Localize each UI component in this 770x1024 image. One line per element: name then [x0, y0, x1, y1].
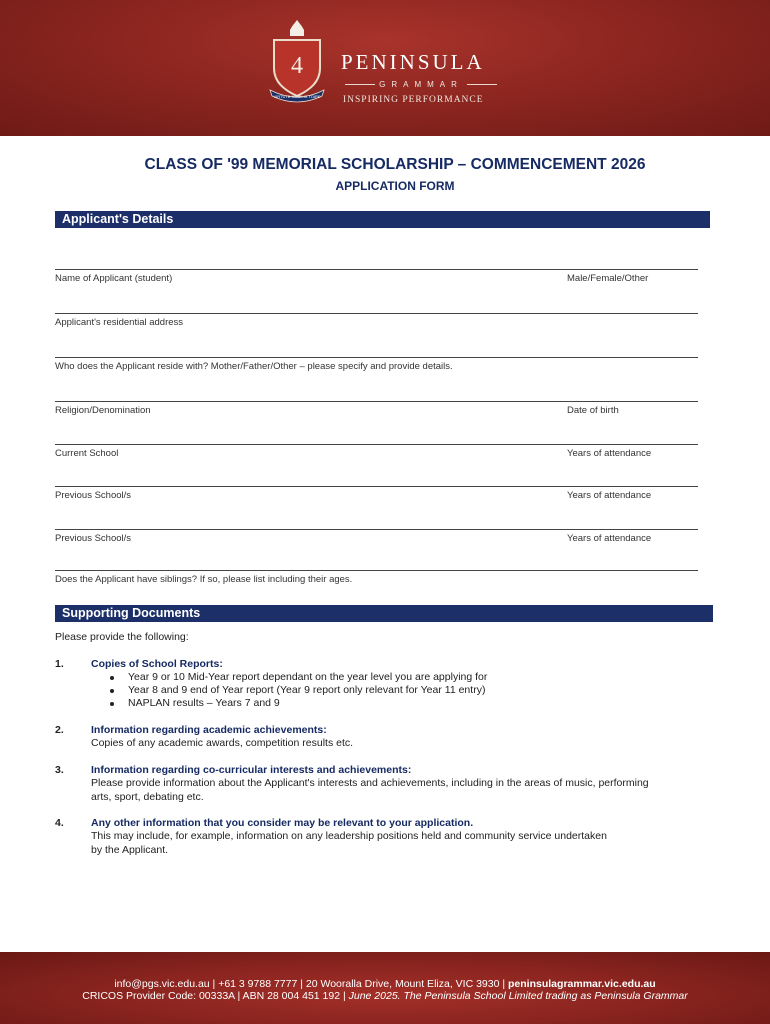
brand-name: PENINSULA [341, 50, 485, 74]
religion-label: Religion/Denomination [55, 405, 151, 416]
previous-school-label-1: Previous School/s [55, 490, 132, 501]
footer-date-note: June 2025. The Peninsula School Limited trading as Peninsula Grammar [348, 990, 688, 1002]
bullet-dot [110, 689, 114, 693]
item-heading: Any other information that you consider may be relevant to your application. [91, 817, 474, 829]
page-title: CLASS OF '99 MEMORIAL SCHOLARSHIP – COMMENCEMENT 2026 [144, 156, 646, 173]
item-text: by the Applicant. [91, 844, 169, 856]
footer-website-link[interactable]: peninsulagrammar.vic.edu.au [508, 978, 656, 990]
current-school-label: Current School [55, 448, 119, 459]
item-heading: Copies of School Reports: [91, 658, 223, 670]
supporting-documents-heading: Supporting Documents [55, 605, 713, 622]
reside-with-label: Who does the Applicant reside with? Mother/Father/Other – please specify and provide details. [55, 361, 453, 372]
brand-tagline: INSPIRING PERFORMANCE [343, 95, 484, 105]
item-text: This may include, for example, information on any leadership positions held and community service undertaken [91, 830, 607, 842]
header-banner [0, 0, 770, 136]
name-label: Name of Applicant (student) [55, 273, 173, 284]
item-number: 1. [55, 658, 64, 670]
dob-label: Date of birth [567, 405, 619, 416]
applicant-details-heading: Applicant's Details [55, 211, 710, 228]
footer-cricos-line [0, 990, 770, 1002]
item-number: 2. [55, 724, 64, 736]
item-heading: Information regarding co-curricular interests and achievements: [91, 764, 412, 776]
bullet-text: Year 9 or 10 Mid-Year report dependant on the year level you are applying for [128, 671, 488, 683]
bullet-dot [110, 702, 114, 706]
years-attendance-label-2: Years of attendance [567, 490, 652, 501]
item-text: Copies of any academic awards, competition results etc. [91, 737, 354, 749]
bullet-text: NAPLAN results – Years 7 and 9 [128, 697, 280, 709]
reside-with-field-line[interactable] [55, 357, 698, 358]
item-number: 3. [55, 764, 64, 776]
school-crest-logo [266, 18, 328, 104]
years-attendance-label-3: Years of attendance [567, 533, 652, 544]
bullet-dot [110, 676, 114, 680]
footer [0, 952, 770, 1024]
address-label: Applicant's residential address [55, 317, 184, 328]
item-text: Please provide information about the Applicant's interests and achievements, including in the areas of music, performing [91, 777, 649, 789]
previous-school-2-field-line[interactable] [55, 529, 698, 530]
brand-sub: GRAMMAR [341, 80, 501, 89]
previous-school-label-2: Previous School/s [55, 533, 132, 544]
item-number: 4. [55, 817, 64, 829]
supporting-intro: Please provide the following: [55, 631, 189, 643]
item-heading: Information regarding academic achievements: [91, 724, 327, 736]
current-school-field-line[interactable] [55, 444, 698, 445]
footer-contact-line [0, 978, 770, 990]
years-attendance-label-1: Years of attendance [567, 448, 652, 459]
address-field-line[interactable] [55, 313, 698, 314]
footer-cricos: CRICOS Provider Code: 00333A | ABN 28 004 451 192 | [82, 990, 346, 1002]
item-text: arts, sport, debating etc. [91, 791, 204, 803]
siblings-field-line[interactable] [55, 570, 698, 571]
name-field-line[interactable] [55, 269, 698, 270]
crest-motto: VIRTUTE NOBILIS TOIRE [273, 94, 321, 99]
footer-contact: info@pgs.vic.edu.au | +61 3 9788 7777 | 20 Wooralla Drive, Mount Eliza, VIC 3930 | [114, 978, 506, 990]
previous-school-1-field-line[interactable] [55, 486, 698, 487]
religion-field-line[interactable] [55, 401, 698, 402]
gender-label: Male/Female/Other [567, 273, 649, 284]
svg-text:4: 4 [291, 53, 303, 79]
bullet-text: Year 8 and 9 end of Year report (Year 9 report only relevant for Year 11 entry) [128, 684, 486, 696]
page-subtitle: APPLICATION FORM [335, 179, 455, 193]
siblings-label: Does the Applicant have siblings? If so, please list including their ages. [55, 574, 353, 585]
